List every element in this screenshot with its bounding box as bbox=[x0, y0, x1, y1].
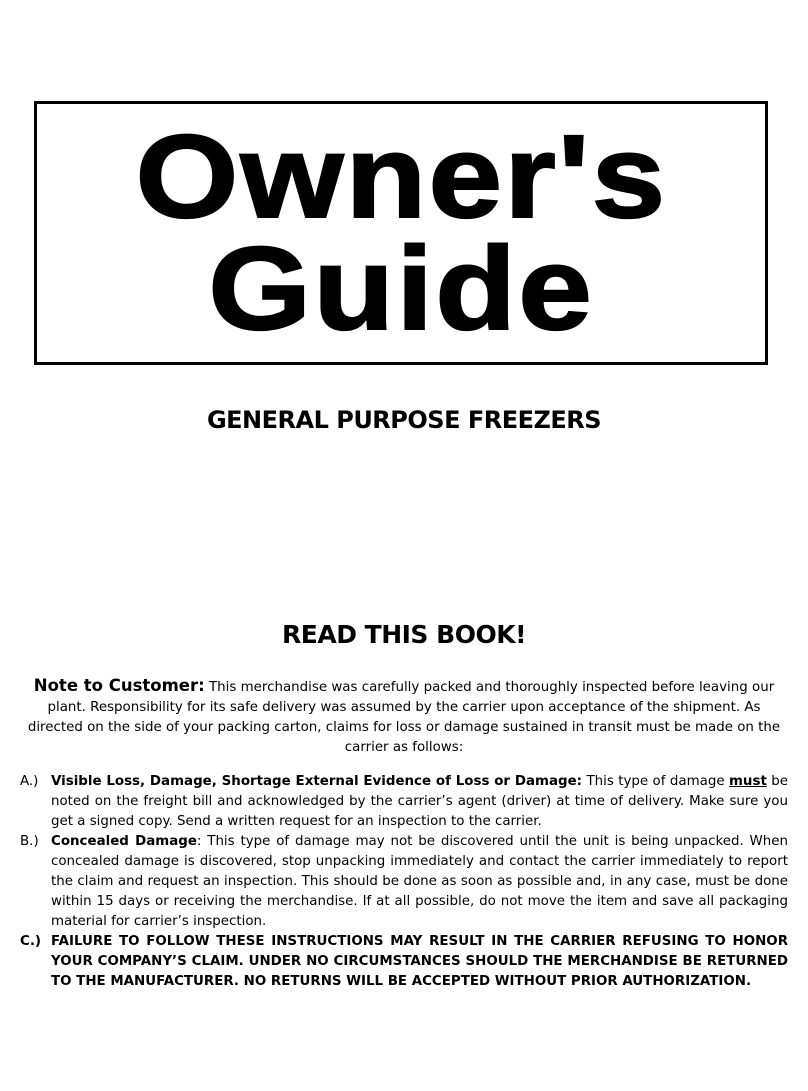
note-label: Note to Customer: bbox=[33, 676, 205, 695]
item-emphasis: must bbox=[728, 774, 767, 789]
item-text-after: be noted on the freight bill and acknowledged by the carrier’s agent (driver) at time of delivery. Make sure you get a signed copy. Send a written request for an inspection to the carrier. bbox=[51, 774, 788, 829]
item-text: FAILURE TO FOLLOW THESE INSTRUCTIONS MAY RESULT IN THE CARRIER REFUSING TO HONOR YOUR COMPANY’S CLAIM. UNDER NO CIRCUMSTANCES SHOULD THE MERCHANDISE BE RETURNED TO THE MANUFACTURER. NO RETURNS WILL BE ACCEPTED WITHOUT PRIOR AUTHORIZATION. bbox=[51, 934, 788, 989]
item-label: Concealed Damage bbox=[51, 834, 197, 849]
claim-instructions-list bbox=[20, 772, 788, 992]
title-line-1: Owner's bbox=[135, 111, 667, 243]
list-item bbox=[20, 772, 788, 832]
item-marker: C.) bbox=[20, 934, 42, 949]
document-subtitle: GENERAL PURPOSE FREEZERS bbox=[206, 406, 602, 434]
note-text: This merchandise was carefully packed and thoroughly inspected before leaving our plant. Responsibility for its safe delivery was assumed by the carrier upon acceptance of the shipment. As directed on the side of your packing carton, claims for loss or damage sustained in transit must be made on the carrier as follows: bbox=[27, 680, 781, 755]
read-this-book-heading: READ THIS BOOK! bbox=[282, 620, 526, 649]
item-body: : This type of damage may not be discovered until the unit is being unpacked. When concealed damage is discovered, stop unpacking immediately and contact the carrier immediately to report the claim and request an inspection. This should be done as soon as possible and, in any case, must be done within 15 days or receiving the merchandise. If at all possible, do not move the item and save all packaging material for carrier’s inspection. bbox=[51, 834, 788, 929]
note-to-customer bbox=[20, 676, 788, 758]
title-box bbox=[34, 101, 768, 365]
item-text bbox=[51, 832, 788, 932]
item-marker: B.) bbox=[20, 834, 39, 849]
list-item-warning bbox=[20, 932, 788, 992]
item-marker: A.) bbox=[20, 774, 39, 789]
title-line-2: Guide bbox=[208, 223, 594, 355]
item-text-before: This type of damage bbox=[582, 774, 729, 789]
list-item bbox=[20, 832, 788, 932]
item-label: Visible Loss, Damage, Shortage External Evidence of Loss or Damage: bbox=[51, 774, 583, 789]
item-text bbox=[51, 772, 788, 832]
